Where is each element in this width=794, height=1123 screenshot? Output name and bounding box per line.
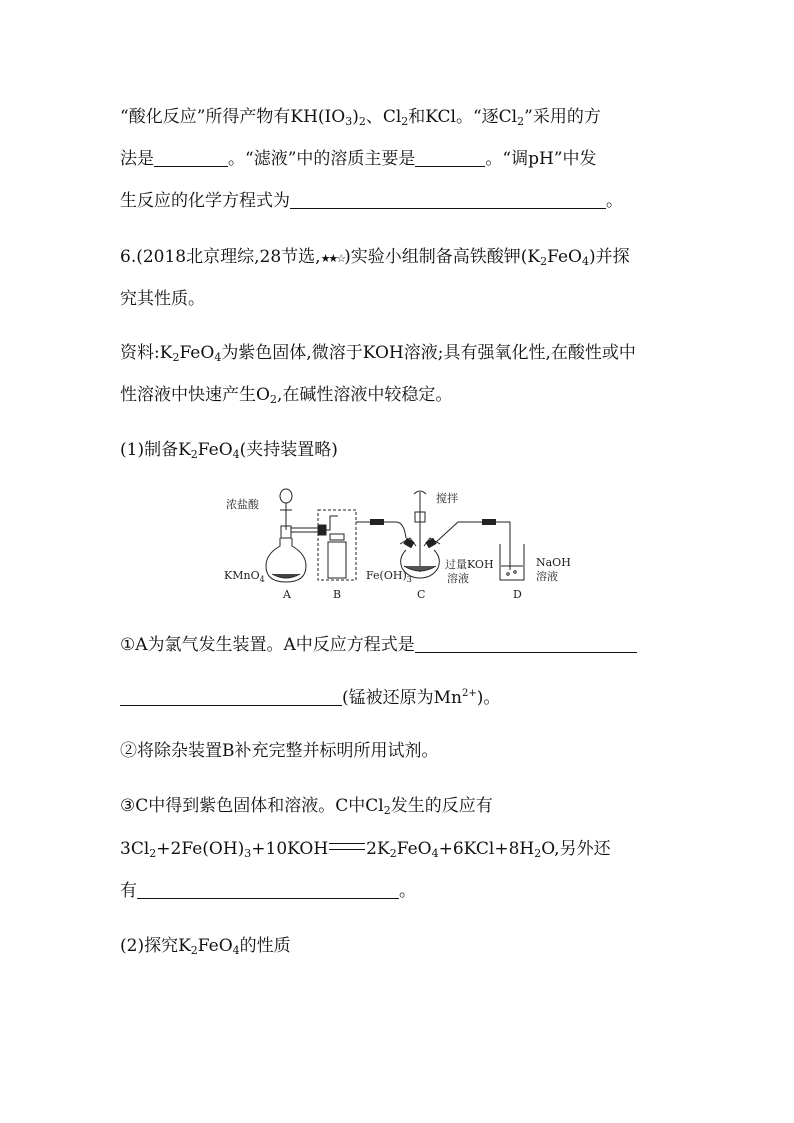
q5-line-2: 法是 。“滤液”中的溶质主要是 。“调pH”中发 xyxy=(120,149,597,169)
answer-blank[interactable] xyxy=(290,190,606,209)
apparatus-b xyxy=(318,510,356,580)
part2-heading: (2)探究$K_2FeO_4$的性质 xyxy=(120,936,291,957)
label-naoh-2: 溶液 xyxy=(536,570,558,583)
apparatus-d xyxy=(500,544,524,580)
label-d: D xyxy=(513,588,522,601)
answer-blank[interactable] xyxy=(415,148,485,167)
part1-heading: (1)制备$K_2FeO_4$(夹持装置略) xyxy=(120,440,338,461)
label-stir: 搅拌 xyxy=(436,492,458,505)
answer-blank[interactable] xyxy=(154,148,228,167)
label-koh-1: 过量KOH xyxy=(445,558,494,571)
apparatus-a xyxy=(266,489,326,582)
difficulty-stars-icon: ★★☆ xyxy=(320,252,345,265)
answer-blank[interactable] xyxy=(137,880,399,899)
label-koh-2: 溶液 xyxy=(447,572,469,585)
q6-stem-line-1: 6.(2018北京理综,28节选,★★☆)实验小组制备高铁酸钾$(K_2FeO_4)$并探 xyxy=(120,247,630,268)
q6-stem-line-2: 究其性质。 xyxy=(120,289,205,309)
sub3-line-1: ③C中得到紫色固体和溶液。C中$Cl_2$发生的反应有 xyxy=(120,796,493,817)
q5-line-1: “酸化反应”所得产物有$KH(IO_3)_2$、$Cl_2$和KCl。“逐$Cl_2$”采用的方 xyxy=(120,107,601,128)
label-conc-hcl: 浓盐酸 xyxy=(226,498,259,511)
apparatus-c xyxy=(400,491,440,578)
label-c: C xyxy=(417,588,426,601)
equals-sign-icon xyxy=(329,843,365,850)
sub1-line-1: ①A为氯气发生装置。A中反应方程式是 xyxy=(120,634,637,656)
sub1-line-2: (锰被还原为$Mn^{2+}$)。 xyxy=(120,687,500,709)
q5-line-3: 生反应的化学方程式为 。 xyxy=(120,191,623,211)
label-naoh-1: NaOH xyxy=(536,556,571,569)
label-feoh3: $Fe(OH)_3$ xyxy=(366,569,412,584)
info-line-1: 资料$:K_2FeO_4$为紫色固体,微溶于KOH溶液;具有强氧化性,在酸性或中 xyxy=(120,343,636,364)
info-line-2: 性溶液中快速产生$O_2$,在碱性溶液中较稳定。 xyxy=(120,385,453,406)
label-b: B xyxy=(333,588,342,601)
sub2-line: ②将除杂装置B补充完整并标明所用试剂。 xyxy=(120,741,439,761)
answer-blank[interactable] xyxy=(120,687,342,706)
label-a: A xyxy=(283,588,291,601)
equation-line: $3Cl_2+2Fe(OH)_3+10KOH$ $2K_2FeO_4+6KCl+8H_2O$,另外还 xyxy=(120,839,611,860)
answer-blank[interactable] xyxy=(415,634,637,653)
label-kmno4: KMnO$_4$ xyxy=(224,569,265,584)
apparatus-diagram xyxy=(210,486,590,606)
sub3-line-3: 有 。 xyxy=(120,881,416,901)
